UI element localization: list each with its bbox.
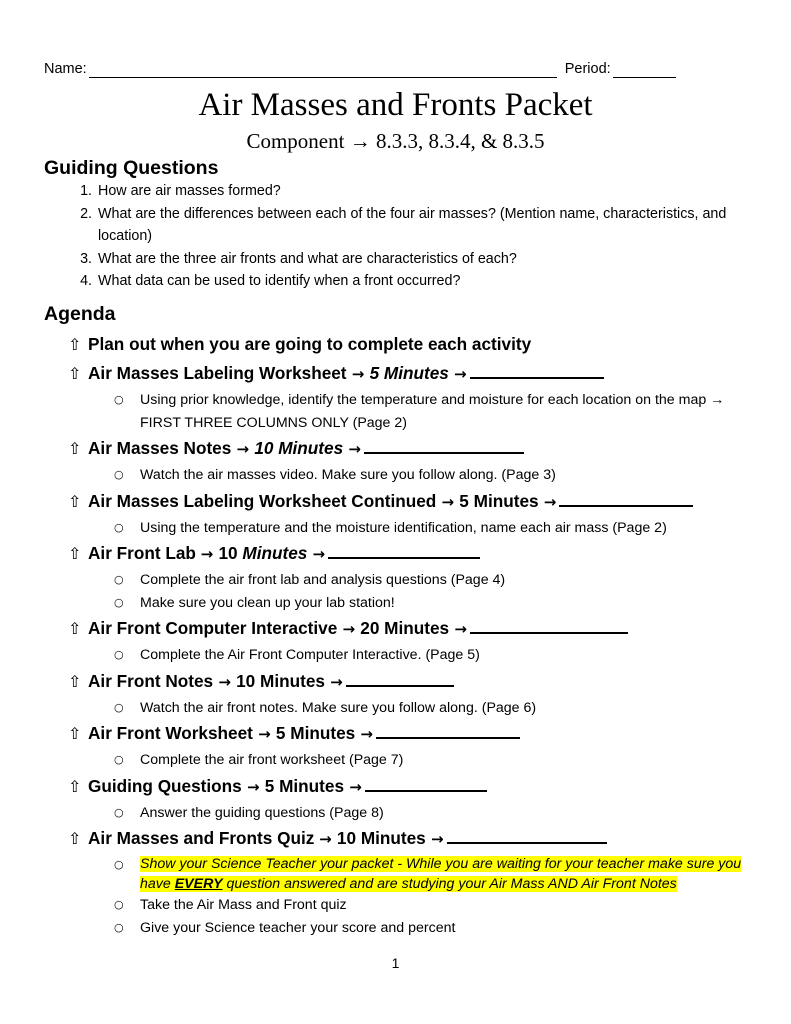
- agenda-sub-item-text: Give your Science teacher your score and percent: [140, 919, 456, 936]
- agenda-item-duration: [218, 543, 307, 563]
- agenda-item-blank-field[interactable]: [364, 438, 524, 454]
- circle-bullet-icon: ○: [114, 898, 124, 911]
- agenda-item-blank-field[interactable]: [470, 618, 628, 634]
- agenda-sub-item: [44, 389, 754, 434]
- agenda-item-main: [44, 772, 754, 802]
- guiding-questions-heading: Guiding Questions: [44, 157, 219, 179]
- circle-bullet-icon: ○: [114, 920, 124, 934]
- page-subtitle: Component → 8.3.3, 8.3.4, & 8.3.5: [246, 129, 545, 153]
- agenda-sub-item: [44, 749, 754, 772]
- duration-unit: Minutes: [242, 543, 308, 563]
- question-text: What are the differences between each of the four air masses? (Mention name, characteristics, and location): [98, 205, 727, 244]
- circle-bullet-icon: ○: [114, 393, 124, 406]
- duration-number: 10: [218, 543, 243, 563]
- up-arrow-bullet-icon: ⇧: [68, 776, 82, 796]
- agenda-item-label: Air Masses Labeling Worksheet: [88, 363, 347, 383]
- agenda-item-blank-field[interactable]: [447, 828, 607, 844]
- name-label: Name:: [44, 61, 87, 77]
- arrow-icon: →: [324, 672, 343, 691]
- up-arrow-bullet-icon: ⇧: [68, 619, 82, 638]
- circle-bullet-icon: ○: [114, 648, 124, 661]
- arrow-icon: →: [213, 672, 237, 691]
- agenda-item-duration: 5 Minutes: [264, 775, 345, 796]
- agenda-item-blank-field[interactable]: [346, 671, 454, 687]
- agenda-item: [44, 667, 754, 720]
- arrow-icon: →: [319, 830, 337, 848]
- agenda-sub-item-text: Take the Air Mass and Front quiz: [140, 897, 347, 913]
- up-arrow-bullet-icon: ⇧: [68, 491, 82, 511]
- up-arrow-bullet-icon: ⇧: [68, 335, 82, 354]
- agenda-item-duration: 10 Minutes: [236, 670, 325, 691]
- agenda-item: [44, 330, 754, 359]
- question-text: How are air masses formed?: [98, 183, 281, 199]
- agenda-item-main: [44, 359, 754, 389]
- question-text: What data can be used to identify when a front occurred?: [98, 273, 461, 289]
- up-arrow-bullet-icon: ⇧: [68, 671, 82, 691]
- agenda-sub-item-text: [140, 854, 754, 894]
- arrow-icon: →: [355, 725, 373, 743]
- agenda-list: [44, 330, 754, 939]
- agenda-item-blank-field[interactable]: [365, 776, 487, 792]
- agenda-item-duration: 20 Minutes: [360, 618, 450, 638]
- agenda-item-label: Guiding Questions: [88, 775, 242, 796]
- agenda-item-duration: 10 Minutes: [336, 828, 426, 848]
- circle-bullet-icon: ○: [114, 573, 124, 586]
- agenda-item-label: Air Front Computer Interactive: [88, 618, 338, 638]
- arrow-icon: →: [448, 365, 467, 383]
- agenda-item-label: Air Masses and Fronts Quiz: [88, 828, 320, 848]
- name-blank-field[interactable]: [89, 64, 557, 78]
- agenda-item: [44, 614, 754, 667]
- up-arrow-bullet-icon: ⇧: [68, 439, 82, 458]
- question-number: 4.: [80, 273, 92, 289]
- agenda-sub-item-text: Make sure you clean up your lab station!: [140, 594, 395, 611]
- agenda-item-main: [44, 667, 754, 697]
- arrow-icon: →: [231, 440, 255, 458]
- circle-bullet-icon: ○: [114, 520, 124, 534]
- circle-bullet-icon: ○: [114, 595, 124, 609]
- circle-bullet-icon: ○: [114, 753, 124, 766]
- arrow-icon: →: [343, 440, 361, 458]
- circle-bullet-icon: ○: [114, 468, 124, 481]
- up-arrow-bullet-icon: ⇧: [68, 544, 82, 563]
- agenda-item-duration: 10 Minutes: [254, 438, 344, 458]
- agenda-sub-item: [44, 517, 754, 540]
- agenda-sub-item: [44, 644, 754, 667]
- emphasis-word: EVERY: [174, 876, 223, 892]
- up-arrow-bullet-icon: ⇧: [68, 724, 82, 743]
- agenda-item-main: [44, 614, 754, 644]
- agenda-item-label: Plan out when you are going to complete each activity: [88, 334, 532, 354]
- agenda-sub-item-text: Complete the air front lab and analysis questions (Page 4): [140, 572, 506, 588]
- highlighted-note: [140, 856, 741, 892]
- agenda-item-duration: 5 Minutes: [459, 490, 539, 511]
- agenda-item: [44, 359, 754, 434]
- agenda-sub-item: [44, 569, 754, 592]
- agenda-item-label: Air Front Lab: [88, 543, 201, 563]
- agenda-item-label: Air Front Notes: [88, 670, 214, 691]
- agenda-item: [44, 824, 754, 939]
- guiding-question-item: [44, 203, 744, 248]
- arrow-icon: →: [337, 620, 361, 638]
- agenda-item: [44, 772, 754, 825]
- agenda-sub-item-text: Answer the guiding questions (Page 8): [140, 804, 384, 821]
- guiding-question-item: [44, 180, 744, 203]
- question-number: 1.: [80, 183, 92, 199]
- agenda-item: [44, 434, 754, 487]
- period-label: Period:: [564, 61, 611, 77]
- up-arrow-bullet-icon: ⇧: [68, 829, 82, 848]
- agenda-item-duration: 5 Minutes: [369, 363, 449, 383]
- agenda-sub-item: [44, 464, 754, 487]
- agenda-item: [44, 719, 754, 772]
- agenda-item: [44, 539, 754, 614]
- agenda-item: [44, 487, 754, 540]
- agenda-item-blank-field[interactable]: [376, 723, 520, 739]
- agenda-item-main: [44, 434, 754, 464]
- arrow-icon: →: [425, 830, 444, 848]
- arrow-icon: →: [307, 545, 326, 563]
- agenda-sub-item: [44, 802, 754, 825]
- page-number: 1: [391, 955, 400, 971]
- agenda-item-blank-field[interactable]: [470, 363, 604, 379]
- arrow-icon: →: [200, 545, 219, 563]
- arrow-icon: →: [344, 777, 362, 796]
- agenda-item-main: [44, 824, 754, 854]
- agenda-item-label: Air Masses Notes: [88, 438, 232, 458]
- arrow-icon: →: [346, 365, 370, 383]
- agenda-sub-item-text: Complete the Air Front Computer Interactive. (Page 5): [140, 647, 480, 663]
- agenda-item-label: Air Front Worksheet: [88, 723, 253, 743]
- guiding-question-item: [44, 248, 744, 271]
- agenda-sub-item-text: Watch the air front notes. Make sure you follow along. (Page 6): [140, 699, 537, 716]
- agenda-heading: Agenda: [44, 303, 116, 325]
- agenda-sub-item-text: Watch the air masses video. Make sure you follow along. (Page 3): [140, 467, 556, 483]
- question-text: What are the three air fronts and what are characteristics of each?: [98, 250, 517, 267]
- arrow-icon: →: [241, 777, 265, 796]
- agenda-sub-item: [44, 697, 754, 720]
- agenda-item-label: Air Masses Labeling Worksheet Continued: [88, 490, 437, 511]
- agenda-item-main: [44, 539, 754, 569]
- agenda-sub-item-text: Using the temperature and the moisture identification, name each air mass (Page 2): [140, 519, 667, 536]
- question-number: 2.: [80, 205, 92, 222]
- agenda-sub-item: [44, 592, 754, 615]
- page-title: Air Masses and Fronts Packet: [198, 87, 593, 123]
- guiding-question-item: [44, 270, 744, 293]
- agenda-sub-item-text: Using prior knowledge, identify the temperature and moisture for each location on the map → FIRST THREE COLUMNS ONLY (Page 2): [140, 392, 725, 431]
- guiding-questions-list: [44, 180, 744, 293]
- arrow-icon: →: [436, 492, 460, 511]
- question-number: 3.: [80, 250, 92, 267]
- agenda-item-main: [44, 719, 754, 749]
- arrow-icon: →: [252, 725, 276, 743]
- circle-bullet-icon: ○: [114, 805, 124, 819]
- agenda-sub-item: [44, 894, 754, 917]
- agenda-item-blank-field[interactable]: [559, 491, 693, 507]
- arrow-icon: →: [449, 620, 467, 638]
- agenda-item-duration: 5 Minutes: [275, 723, 356, 743]
- name-period-line: [44, 60, 747, 78]
- agenda-item-blank-field[interactable]: [328, 543, 480, 559]
- arrow-icon: →: [538, 492, 557, 511]
- agenda-item-main: [44, 487, 754, 517]
- up-arrow-bullet-icon: ⇧: [68, 364, 82, 383]
- agenda-sub-item: [44, 854, 754, 894]
- agenda-sub-item: [44, 917, 754, 940]
- agenda-item-main: [44, 330, 754, 359]
- circle-bullet-icon: ○: [114, 858, 124, 871]
- note-text-run: Show your Science Teacher your packet - While you are waiting for your teacher make sure you have: [140, 856, 742, 892]
- agenda-sub-item-text: Complete the air front worksheet (Page 7): [140, 752, 404, 768]
- period-blank-field[interactable]: [613, 64, 676, 78]
- note-text-run: question answered and are studying your Air Mass AND Air Front Notes: [222, 876, 677, 892]
- circle-bullet-icon: ○: [114, 700, 124, 714]
